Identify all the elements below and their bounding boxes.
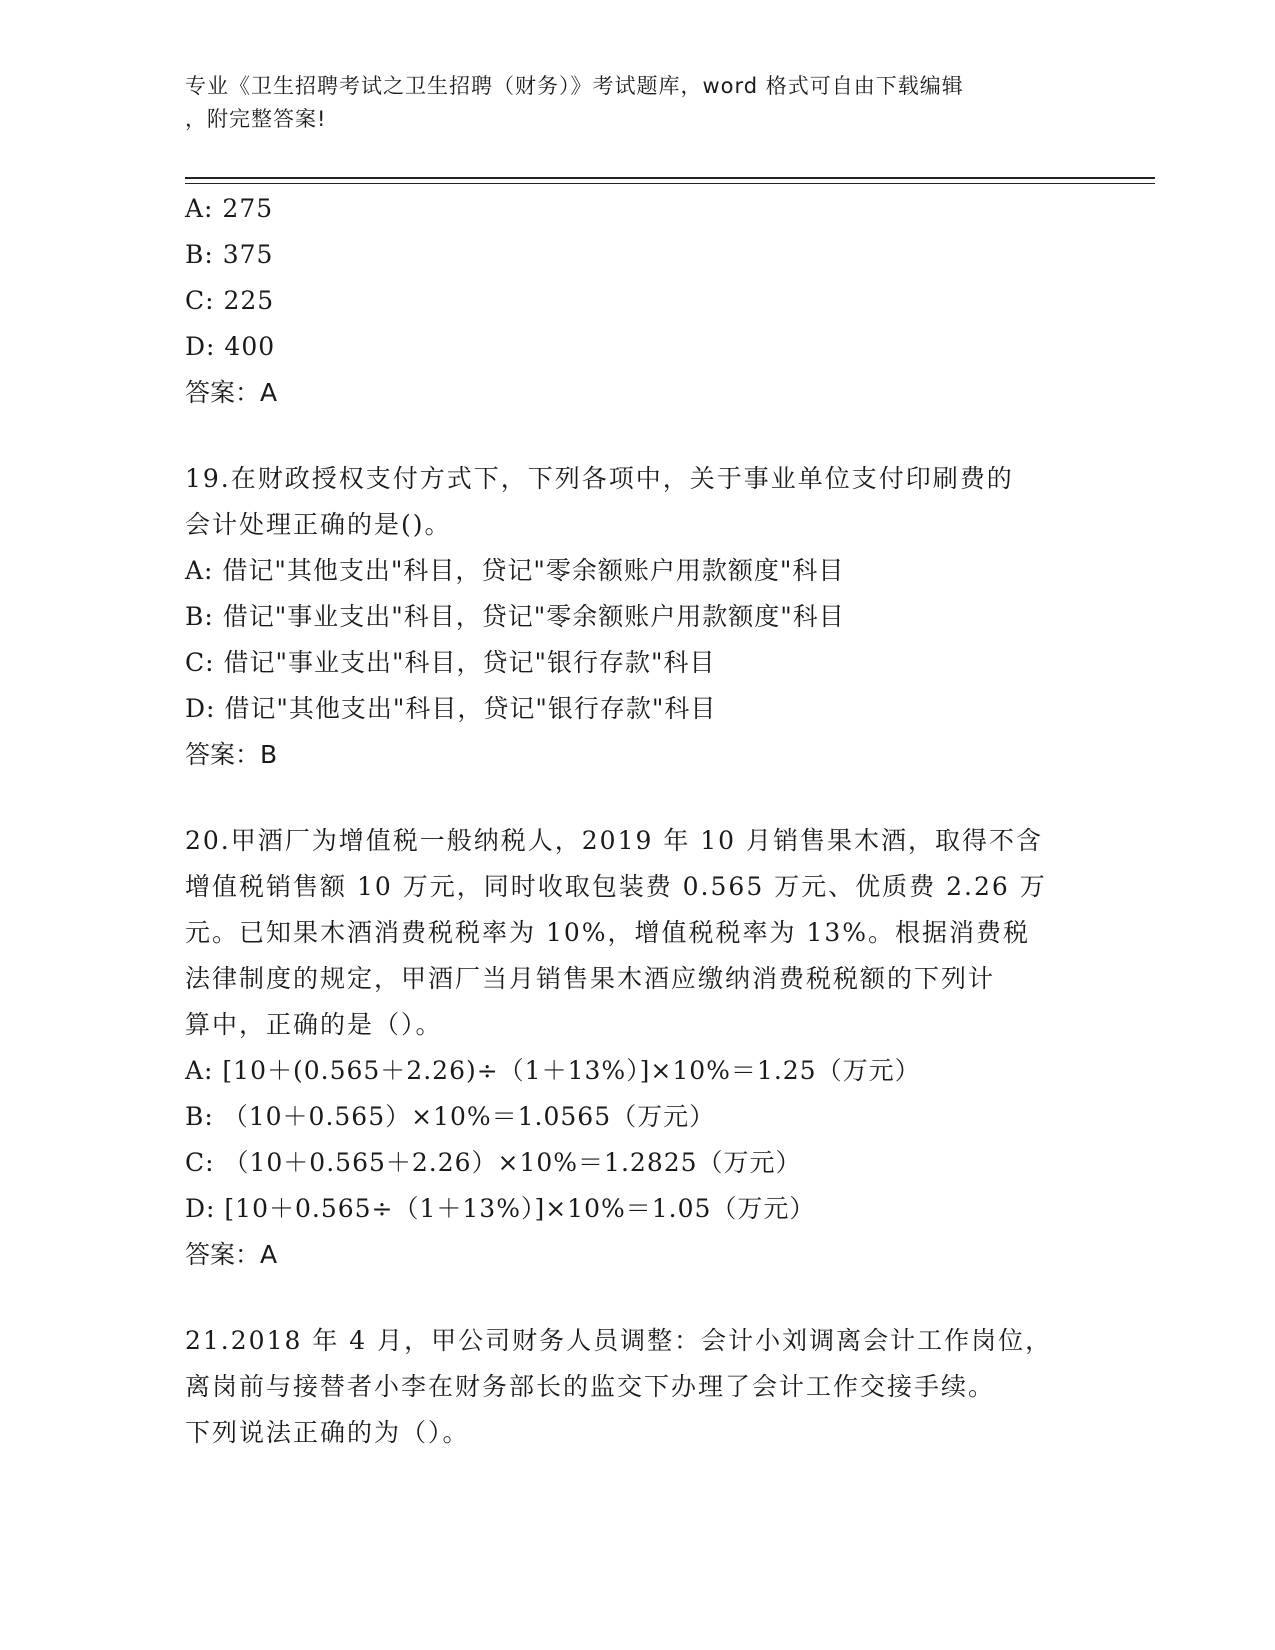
option-d: D: [10＋0.565÷（1＋13%）]×10%＝1.05（万元） <box>185 1194 816 1223</box>
option-b: B: 借记"事业支出"科目，贷记"零余额账户用款额度"科目 <box>185 602 845 631</box>
question-line: 下列说法正确的为（）。 <box>185 1418 470 1447</box>
question-line: 20.甲酒厂为增值税一般纳税人，2019 年 10 月销售果木酒，取得不含 <box>185 826 1044 855</box>
header-rule-thin <box>185 183 1155 184</box>
question-21-block <box>185 1318 1085 1456</box>
option-a: A: [10＋(0.565＋2.26)÷（1＋13%）]×10%＝1.25（万元） <box>185 1056 921 1085</box>
option-a: A: 借记"其他支出"科目，贷记"零余额账户用款额度"科目 <box>185 556 845 585</box>
question-line: 算中，正确的是（）。 <box>185 1010 443 1039</box>
question-line: 法律制度的规定，甲酒厂当月销售果木酒应缴纳消费税税额的下列计 <box>185 964 996 993</box>
question-19-block <box>185 456 1085 778</box>
question-20-block <box>185 818 1085 1278</box>
question-line: 离岗前与接替者小李在财务部长的监交下办理了会计工作交接手续。 <box>185 1372 996 1401</box>
answer: 答案：A <box>185 1240 278 1269</box>
question-stem <box>185 456 1065 548</box>
option-b: B: （10＋0.565）×10%＝1.0565（万元） <box>185 1102 716 1131</box>
question-line: 21.2018 年 4 月，甲公司财务人员调整：会计小刘调离会计工作岗位， <box>185 1326 1053 1355</box>
question-18-block <box>185 186 1085 416</box>
option-c: C: 225 <box>185 286 275 315</box>
option-a: A: 275 <box>185 194 274 223</box>
question-line: 元。已知果木酒消费税税率为 10%，增值税税率为 13%。根据消费税 <box>185 918 1031 947</box>
header-line-1: 专业《卫生招聘考试之卫生招聘（财务）》考试题库，word 格式可自由下载编辑 <box>185 74 964 98</box>
question-stem <box>185 818 1065 1048</box>
document-header <box>185 70 1065 136</box>
option-d: D: 400 <box>185 332 276 361</box>
header-line-2: ，附完整答案! <box>185 107 327 131</box>
option-b: B: 375 <box>185 240 274 269</box>
option-c: C: 借记"事业支出"科目，贷记"银行存款"科目 <box>185 648 716 677</box>
question-stem <box>185 1318 1065 1456</box>
question-line: 会计处理正确的是()。 <box>185 510 452 539</box>
option-d: D: 借记"其他支出"科目，贷记"银行存款"科目 <box>185 694 717 723</box>
question-line: 增值税销售额 10 万元，同时收取包装费 0.565 万元、优质费 2.26 万 <box>185 872 1047 901</box>
document-body <box>185 186 1085 1456</box>
header-rule-thick <box>185 177 1155 179</box>
option-c: C: （10＋0.565＋2.26）×10%＝1.2825（万元） <box>185 1148 802 1177</box>
question-line: 19.在财政授权支付方式下，下列各项中，关于事业单位支付印刷费的 <box>185 464 1014 493</box>
answer: 答案：B <box>185 740 278 769</box>
answer: 答案：A <box>185 378 278 407</box>
